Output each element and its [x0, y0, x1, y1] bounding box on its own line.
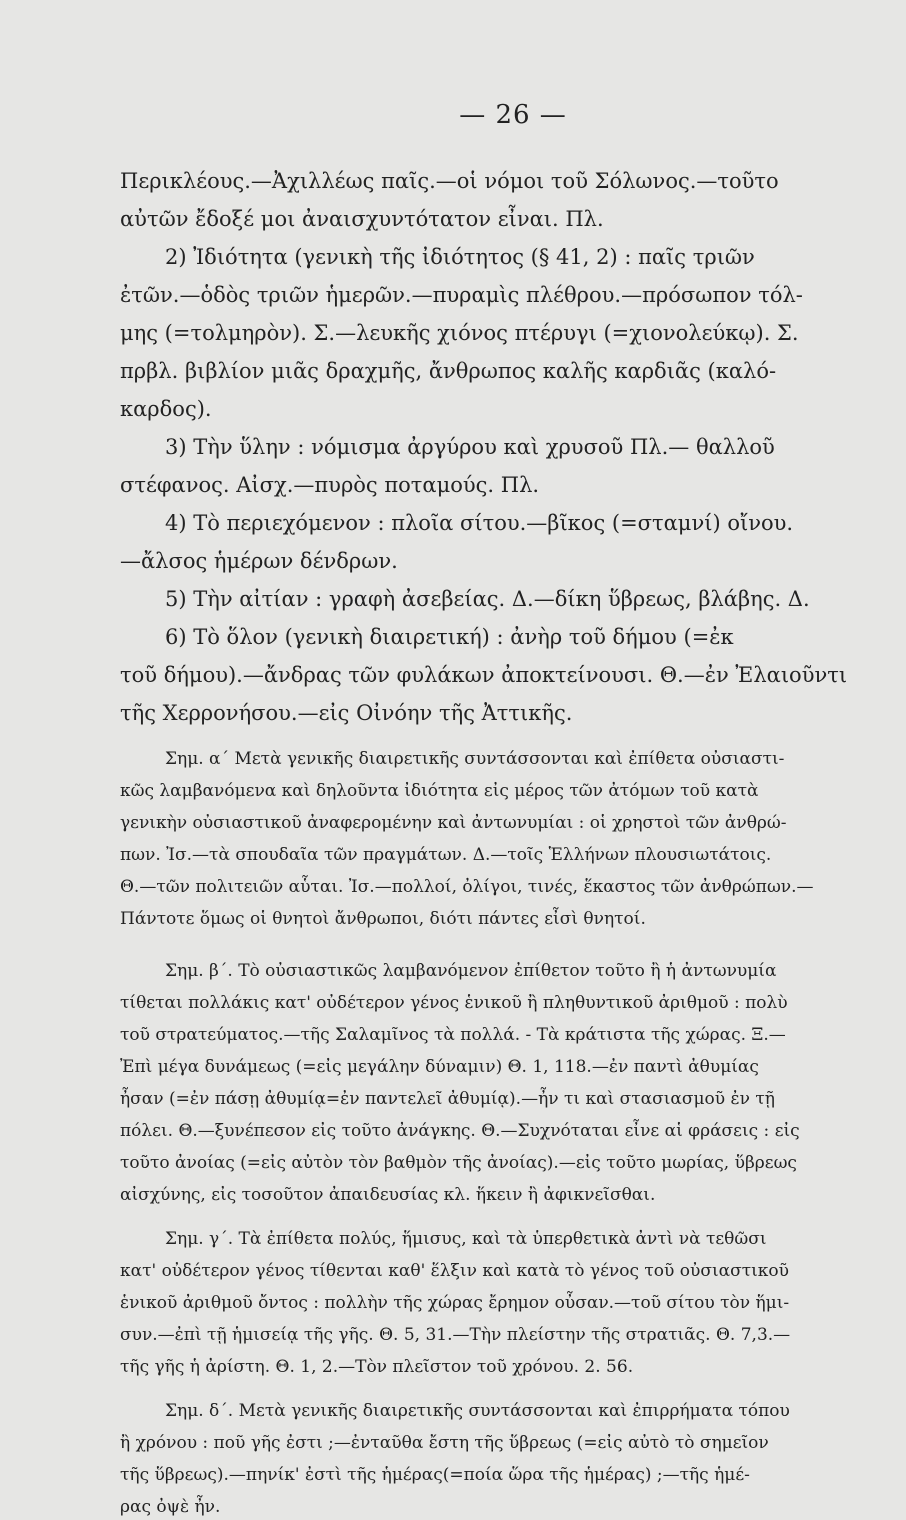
- text-line: —ἄλσος ἡμέρων δένδρων.: [120, 549, 398, 573]
- note-line: τοῦτο ἀνοίας (=εἰς αὐτὸν τὸν βαθμὸν τῆς ἀνοίας).—εἰς τοῦτο μωρίας, ὕβρεως: [120, 1153, 797, 1173]
- note-line: γενικὴν οὐσιαστικοῦ ἀναφερομένην καὶ ἀντωνυμίαι : οἱ χρηστοὶ τῶν ἀνθρώ-: [120, 813, 787, 833]
- note-line: ἦσαν (=ἐν πάσῃ ἀθυμίᾳ=ἐν παντελεῖ ἀθυμίᾳ).—ἦν τι καὶ στασιασμοῦ ἐν τῇ: [120, 1089, 775, 1109]
- note-line: Σημ. γ΄. Τὰ ἐπίθετα πολύς, ἥμισυς, καὶ τὰ ὑπερθετικὰ ἀντὶ νὰ τεθῶσι: [165, 1229, 767, 1249]
- note-line: τίθεται πολλάκις κατ' οὐδέτερον γένος ἑνικοῦ ἢ πληθυντικοῦ ἀριθμοῦ : πολὺ: [120, 993, 788, 1013]
- text-line: 2) Ἰδιότητα (γενικὴ τῆς ἰδιότητος (§ 41, 2) : παῖς τριῶν: [165, 245, 755, 269]
- note-line: κατ' οὐδέτερον γένος τίθενται καθ' ἕλξιν καὶ κατὰ τὸ γένος τοῦ οὐσιαστικοῦ: [120, 1261, 789, 1281]
- text-line: 5) Τὴν αἰτίαν : γραφὴ ἀσεβείας. Δ.—δίκη ὕβρεως, βλάβης. Δ.: [165, 587, 810, 611]
- note-line: Σημ. β΄. Τὸ οὐσιαστικῶς λαμβανόμενον ἐπίθετον τοῦτο ἢ ἡ ἀντωνυμία: [165, 961, 777, 981]
- note-line: Ἐπὶ μέγα δυνάμεως (=εἰς μεγάλην δύναμιν) Θ. 1, 118.—ἐν παντὶ ἀθυμίας: [120, 1057, 759, 1077]
- text-line: 4) Τὸ περιεχόμενον : πλοῖα σίτου.—βῖκος (=σταμνί) οἴνου.: [165, 511, 794, 535]
- note-line: ἑνικοῦ ἀριθμοῦ ὄντος : πολλὴν τῆς χώρας ἔρημον οὖσαν.—τοῦ σίτου τὸν ἥμι-: [120, 1293, 790, 1313]
- note-line: αἰσχύνης, εἰς τοσοῦτον ἀπαιδευσίας κλ. ἥκειν ἢ ἀφικνεῖσθαι.: [120, 1185, 656, 1205]
- note-line: Σημ. α΄ Μετὰ γενικῆς διαιρετικῆς συντάσσονται καὶ ἐπίθετα οὐσιαστι-: [165, 749, 785, 769]
- note-line: τῆς ὕβρεως).—πηνίκ' ἐστὶ τῆς ἡμέρας(=ποία ὥρα τῆς ἡμέρας) ;—τῆς ἡμέ-: [120, 1465, 750, 1485]
- text-line: τῆς Χερρονήσου.—εἰς Οἰνόην τῆς Ἀττικῆς.: [120, 701, 573, 725]
- text-line: τοῦ δήμου).—ἄνδρας τῶν φυλάκων ἀποκτείνουσι. Θ.—ἐν Ἐλαιοῦντι: [120, 663, 848, 687]
- note-line: τῆς γῆς ἡ ἀρίστη. Θ. 1, 2.—Τὸν πλεῖστον τοῦ χρόνου. 2. 56.: [120, 1357, 634, 1377]
- note-line: Πάντοτε ὅμως οἱ θνητοὶ ἄνθρωποι, διότι πάντες εἶσὶ θνητοί.: [120, 909, 646, 929]
- note-line: κῶς λαμβανόμενα καὶ δηλοῦντα ἰδιότητα εἰς μέρος τῶν ἀτόμων τοῦ κατὰ: [120, 781, 759, 801]
- note-line: Σημ. δ΄. Μετὰ γενικῆς διαιρετικῆς συντάσσονται καὶ ἐπιρρήματα τόπου: [165, 1401, 790, 1421]
- note-line: ἢ χρόνου : ποῦ γῆς ἐστι ;—ἐνταῦθα ἔστη τῆς ὕβρεως (=εἰς αὐτὸ τὸ σημεῖον: [120, 1433, 769, 1453]
- text-line: ἐτῶν.—ὁδὸς τριῶν ἡμερῶν.—πυραμὶς πλέθρου.—πρόσωπον τόλ-: [120, 283, 803, 307]
- note-line: ρας ὀψὲ ἦν.: [120, 1497, 221, 1517]
- text-line: Περικλέους.—Ἀχιλλέως παῖς.—οἱ νόμοι τοῦ Σόλωνος.—τοῦτο: [120, 169, 779, 193]
- page-number: — 26 —: [459, 100, 567, 130]
- note-line: συν.—ἐπὶ τῇ ἡμισείᾳ τῆς γῆς. Θ. 5, 31.—Τὴν πλείστην τῆς στρατιᾶς. Θ. 7,3.—: [120, 1325, 791, 1345]
- note-line: Θ.—τῶν πολιτειῶν αὗται. Ἰσ.—πολλοί, ὀλίγοι, τινές, ἕκαστος τῶν ἀνθρώπων.—: [120, 877, 814, 897]
- note-line: τοῦ στρατεύματος.—τῆς Σαλαμῖνος τὰ πολλά. - Τὰ κράτιστα τῆς χώρας. Ξ.—: [120, 1025, 786, 1045]
- text-line: μης (=τολμηρὸν). Σ.—λευκῆς χιόνος πτέρυγι (=χιονολεύκῳ). Σ.: [120, 321, 799, 345]
- text-line: 3) Τὴν ὕλην : νόμισμα ἀργύρου καὶ χρυσοῦ Πλ.— θαλλοῦ: [165, 435, 775, 459]
- note-line: πων. Ἰσ.—τὰ σπουδαῖα τῶν πραγμάτων. Δ.—τοῖς Ἑλλήνων πλουσιωτάτοις.: [120, 845, 772, 865]
- note-line: πόλει. Θ.—ξυνέπεσον εἰς τοῦτο ἀνάγκης. Θ.—Συχνόταται εἶνε αἱ φράσεις : εἰς: [120, 1121, 800, 1141]
- text-line: 6) Τὸ ὅλον (γενικὴ διαιρετική) : ἀνὴρ τοῦ δήμου (=ἐκ: [165, 625, 734, 649]
- text-line: αὐτῶν ἔδοξέ μοι ἀναισχυντότατον εἶναι. Πλ.: [120, 207, 604, 231]
- text-line: στέφανος. Αἰσχ.—πυρὸς ποταμούς. Πλ.: [120, 473, 540, 497]
- text-line: καρδος).: [120, 397, 212, 421]
- text-line: πρβλ. βιβλίον μιᾶς δραχμῆς, ἄνθρωπος καλῆς καρδιᾶς (καλό-: [120, 359, 777, 383]
